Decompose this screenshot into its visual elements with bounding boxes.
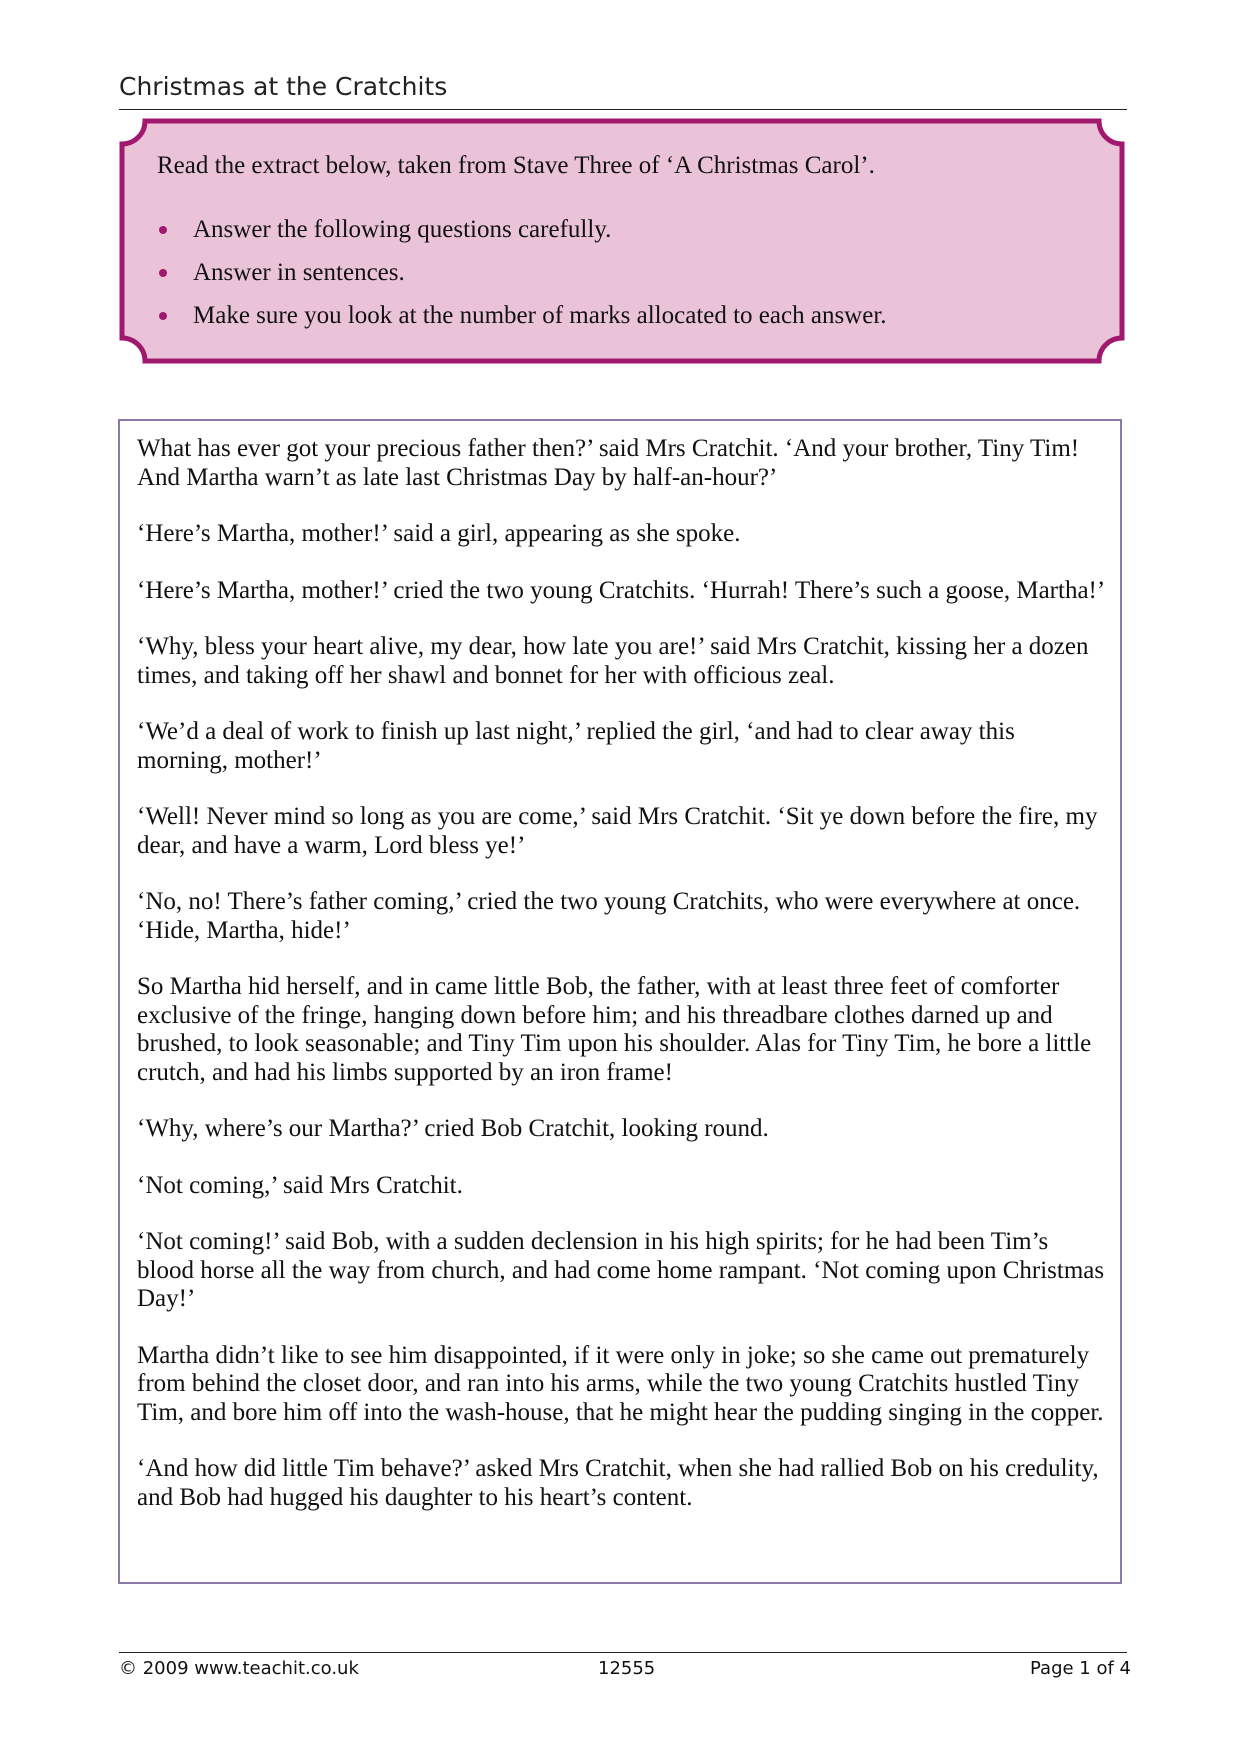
instructions-list [157,208,887,337]
extract-paragraph: ‘Not coming!’ said Bob, with a sudden declension in his high spirits; for he had been Tim’s blood horse all the way from church, and had come home rampant. ‘Not coming upon Christmas Day!’ [137,1228,1105,1312]
footer-divider [119,1652,1127,1653]
extract-paragraph: ‘Not coming,’ said Mrs Cratchit. [137,1171,463,1199]
extract-box [118,419,1122,1584]
extract-paragraph: ‘Well! Never mind so long as you are come,’ said Mrs Cratchit. ‘Sit ye down before the fire, my dear, and have a warm, Lord bless ye!’ [137,803,1098,859]
extract-paragraph: ‘Here’s Martha, mother!’ cried the two young Cratchits. ‘Hurrah! There’s such a goose, Martha!’ [137,576,1106,604]
extract-paragraph: ‘Why, where’s our Martha?’ cried Bob Cratchit, looking round. [137,1115,769,1142]
extract-paragraph: ‘And how did little Tim behave?’ asked Mrs Cratchit, when she had rallied Bob on his credulity, and Bob had hugged his daughter to his heart’s content. [137,1455,1099,1511]
extract-paragraph: So Martha hid herself, and in came little Bob, the father, with at least three feet of comforter exclusive of the fringe, hanging down before him; and his threadbare clothes darned up and brushed, to look seasonable; and Tiny Tim upon his shoulder. Alas for Tiny Tim, he bore a little crutch, and had his limbs supported by an iron frame! [137,973,1092,1086]
extract-paragraph: ‘We’d a deal of work to finish up last night,’ replied the girl, ‘and had to clear away this morning, mother!’ [137,718,1015,774]
instruction-item [157,294,887,337]
bullet-icon [159,269,167,277]
footer-resource-code: 12555 [598,1658,656,1679]
extract-paragraph: Martha didn’t like to see him disappointed, if it were only in joke; so she came out prematurely from behind the closet door, and ran into his arms, while the two young Cratchits hustled Tiny Tim, and bore him off into the wash-house, that he might hear the pudding singing in the copper. [137,1341,1104,1426]
bullet-icon [159,312,167,320]
instruction-item [157,208,887,251]
footer-copyright: © 2009 www.teachit.co.uk [119,1658,359,1679]
footer-page-number: Page 1 of 4 [1030,1658,1131,1679]
extract-paragraph: What has ever got your precious father then?’ said Mrs Cratchit. ‘And your brother, Tiny Tim! And Martha warn’t as late last Christmas Day by half-an-hour?’ [137,435,1080,491]
extract-paragraph: ‘No, no! There’s father coming,’ cried the two young Cratchits, who were everywhere at once. ‘Hide, Martha, hide!’ [137,888,1081,944]
header-divider [119,109,1127,110]
instructions-intro: Read the extract below, taken from Stave Three of ‘A Christmas Carol’. [157,152,875,179]
instruction-text: Make sure you look at the number of marks allocated to each answer. [193,302,887,329]
instruction-text: Answer in sentences. [193,259,405,286]
instruction-text: Answer the following questions carefully. [193,216,612,243]
bullet-icon [159,226,167,234]
extract-paragraph: ‘Here’s Martha, mother!’ said a girl, appearing as she spoke. [137,520,741,547]
instructions-panel [119,118,1125,364]
instruction-item [157,251,887,294]
extract-paragraph: ‘Why, bless your heart alive, my dear, how late you are!’ said Mrs Cratchit, kissing her a dozen times, and taking off her shawl and bonnet for her with officious zeal. [137,633,1089,689]
page-title: Christmas at the Cratchits [119,72,448,101]
extract-text [137,435,1107,1540]
